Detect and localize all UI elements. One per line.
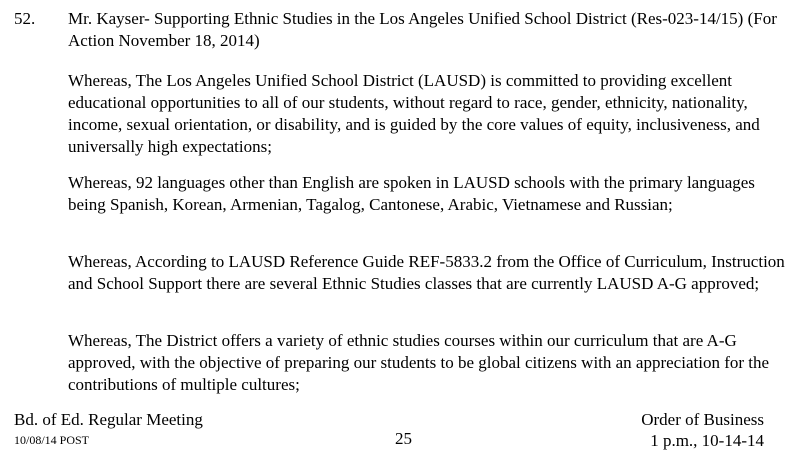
agenda-item-number: 52. [14, 9, 36, 28]
whereas-paragraph-1: Whereas, The Los Angeles Unified School District (LAUSD) is committed to providing excellent educational opportunities to all of our students, without regard to race, gender, ethnicity, nationality, income, sexual orientation, or disability, and is guided by the core values of equity, inclusiveness, and universally high expectations; [68, 71, 760, 156]
footer-post-date: 10/08/14 POST [14, 433, 90, 447]
footer-section: Order of Business [641, 410, 764, 429]
footer-page-number: 25 [395, 429, 412, 448]
footer-time-date: 1 p.m., 10-14-14 [650, 431, 764, 450]
whereas-paragraph-4: Whereas, The District offers a variety of ethnic studies courses within our curriculum that are A-G approved, with the objective of preparing our students to be global citizens with an appreciation for the contributions of multiple cultures; [68, 331, 770, 394]
whereas-paragraph-2: Whereas, 92 languages other than English are spoken in LAUSD schools with the primary languages being Spanish, Korean, Armenian, Tagalog, Cantonese, Arabic, Vietnamese and Russian; [68, 173, 755, 214]
footer-meeting-name: Bd. of Ed. Regular Meeting [14, 410, 203, 429]
whereas-paragraph-3: Whereas, According to LAUSD Reference Guide REF-5833.2 from the Office of Curriculum, Instruction and School Support there are several Ethnic Studies classes that are currently LAUSD A-G approved; [68, 252, 785, 293]
agenda-item-title: Mr. Kayser- Supporting Ethnic Studies in the Los Angeles Unified School District (Res-023-14/15) (For Action November 18, 2014) [68, 9, 777, 50]
